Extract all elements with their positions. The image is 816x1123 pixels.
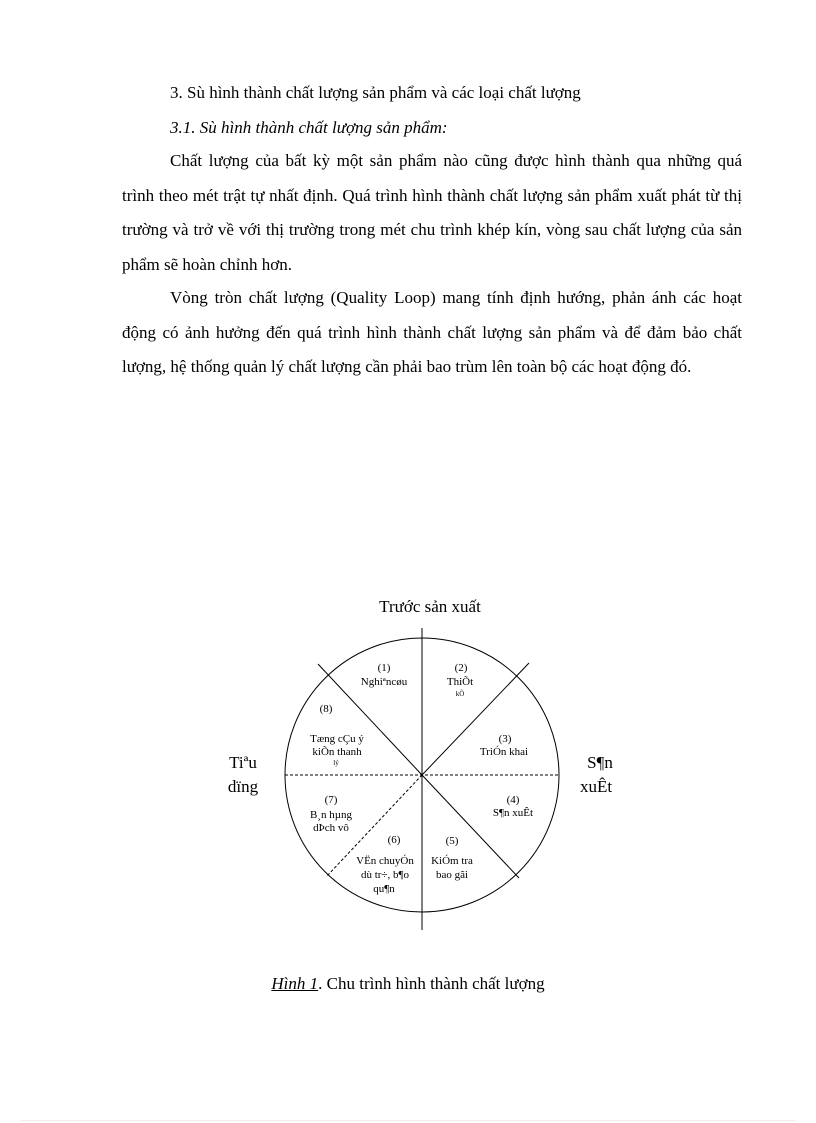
figure-number: Hình 1	[271, 974, 319, 993]
segment-5-label-2: bao gãi	[435, 869, 469, 881]
segment-7-number: (7)	[324, 794, 338, 806]
diagonal-upper-right	[422, 663, 529, 775]
label-production-2: xuÊt	[579, 777, 613, 796]
segment-6-label-1: VËn chuyÓn	[356, 855, 414, 867]
segment-6-number: (6)	[387, 834, 401, 846]
label-consumption-2: dïng	[227, 777, 259, 796]
segment-2-label-2: kÕ	[455, 690, 465, 698]
segment-4-number: (4)	[506, 794, 520, 806]
segment-8-label-3: lý	[333, 759, 339, 767]
figure-caption	[0, 972, 816, 996]
segment-6-label-2: dù tr÷, b¶o	[361, 869, 409, 881]
segment-6-label-3: qu¶n	[373, 883, 395, 895]
segment-3-number: (3)	[498, 733, 512, 745]
segment-8-label-1: Tæng cÇu ý	[310, 733, 364, 745]
label-consumption-1: Tiªu	[229, 753, 257, 772]
segment-5-number: (5)	[445, 835, 459, 847]
subsection-heading: 3.1. Sù hình thành chất lượng sản phẩm:	[170, 118, 448, 137]
figure-caption-text: . Chu trình hình thành chất lượng	[318, 974, 545, 993]
segment-1-number: (1)	[377, 662, 391, 674]
segment-7-label-1: B¸n hµng	[309, 809, 353, 821]
paragraph-2: Vòng tròn chất lượng (Quality Loop) mang tính định hướng, phản ánh các hoạt động có ảnh hưởng đến quá trình hình thành chất lượng sản phẩm và để đảm bảo chất lượng, hệ thống quản lý chất lượng cần phải bao trùm lên toàn bộ các hoạt động đó.	[122, 288, 742, 377]
segment-4-label: S¶n xuÊt	[492, 807, 534, 819]
section-heading: 3. Sù hình thành chất lượng sản phẩm và các loại chất lượng	[170, 83, 581, 102]
paragraph-1: Chất lượng của bất kỳ một sản phẩm nào cũng được hình thành qua những quá trình theo mét trật tự nhất định. Quá trình hình thành chất lượng sản phẩm xuất phát từ thị trường và trở về với thị trường trong mét chu trình khép kín, vòng sau chất lượng của sản phẩm sẽ hoàn chỉnh hơn.	[122, 151, 742, 274]
segment-8-number: (8)	[319, 703, 333, 715]
page-bottom-divider	[20, 1120, 796, 1121]
segment-5-label-1: KiÓm tra	[431, 855, 473, 867]
label-production-1: S¶n	[587, 753, 613, 772]
segment-8-label-2: kiÕn thanh	[312, 746, 362, 758]
segment-3-label: TriÓn khai	[479, 746, 529, 758]
label-before-production: Trước sản xuất	[379, 597, 481, 616]
segment-2-number: (2)	[454, 662, 468, 674]
segment-2-label-1: ThiÕt	[446, 676, 474, 688]
segment-1-label: Nghiªncøu	[360, 676, 408, 688]
segment-7-label-2: dÞch vô	[313, 822, 349, 834]
